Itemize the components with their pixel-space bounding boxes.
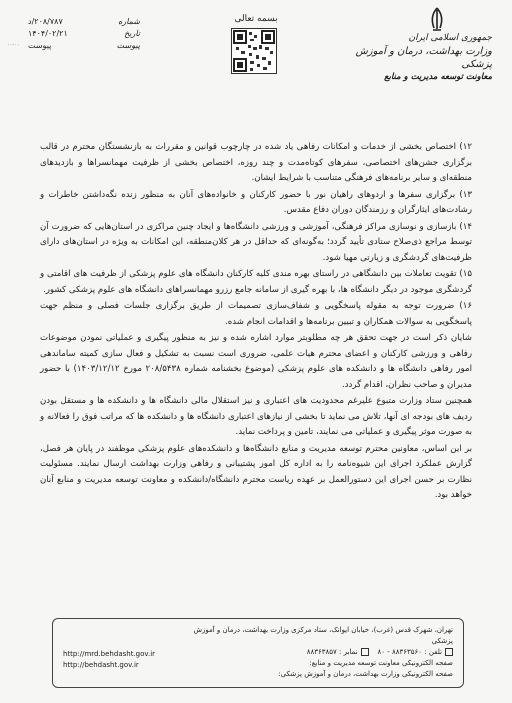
deputy-name: معاونت توسعه مدیریت و منابع xyxy=(384,72,492,82)
footer-site2-label: صفحه الکترونیکی وزارت بهداشت، درمان و آموزش پزشکی: xyxy=(278,670,453,678)
country-name: جمهوری اسلامی ایران xyxy=(408,33,492,43)
meta-number xyxy=(28,16,140,28)
meta-date-value: ۱۴۰۴/۰۲/۲۱ xyxy=(28,29,68,38)
paragraph-reporting: بر این اساس، معاونین محترم توسعه مدیریت و منابع دانشگاه‌ها و دانشکده‌های علوم پزشکی موظفند در پایان هر فصل، گزارش عملکرد اجرای این شیوه‌نامه را به اداره کل امور پشتیبانی و رفاهی وزارت بهداشت ارسال نمایند. مسئولیت نظارت بر حسن اجرای این دستورالعمل بر عهده ریاست محترم دانشگاه/دانشکده و معاونت توسعه مدیریت و منابع آنان خواهد بود. xyxy=(40,443,472,500)
paragraph-15: ۱۵) تقویت تعاملات بین دانشگاهی در راستای بهره مندی کلیه کارکنان دانشگاه های علوم پزشکی از ظرفیت های اقامتی و گردشگری موجود در دیگر دانشگاه ها، با بهره گیری از سامانه جامع رزرو مهمانسراهای دانشگاه های علوم پزشکی کشور. xyxy=(40,269,472,295)
footer-phone-row xyxy=(173,647,453,658)
letter-meta xyxy=(28,16,140,52)
iran-emblem-icon xyxy=(426,6,448,32)
paragraph-16: ۱۶) ضرورت توجه به مقوله پاسخگویی و شفاف‌سازی تصمیمات از طریق برگزاری جلسات فصلی و منظم جهت پاسخگویی به سوالات همکاران و تبیین برنامه‌ها و اقدامات انجام شده. xyxy=(40,301,472,327)
footer-phone: تلفن : ۸۸۳۶۳۵۶۰ - ۸۰ xyxy=(377,648,442,656)
meta-attachment-key: پیوست xyxy=(116,41,140,50)
ministry-header xyxy=(352,32,492,84)
phone-icon xyxy=(445,648,453,656)
paragraph-14: ۱۴) بازسازی و نوسازی مراکز فرهنگی، آموزشی و ورزشی دانشگاه‌ها و ایجاد چنین مراکزی در استان‌هایی که ضرورت آن توسط مراجع ذی‌صلاح ستادی تأیید گردد؛ به‌گونه‌ای که حداقل در هر کلان‌منطقه، این امکانات به ویژه در استان‌های دارای ظرفیت‌های گردشگری و زیارتی مهیا شود. xyxy=(40,221,472,263)
paragraph-note: شایان ذکر است در جهت تحقق هر چه مطلوبتر موارد اشاره شده و نیز به منظور پیگیری و عملیاتی نمودن موضوعات رفاهی و ورزشی کارکنان و اعضای محترم هیات علمی، ضروری است نسبت به تشکیل و فعال سازی کمیته ساماندهی امور رفاهی دانشگاه ها و دانشکده های علوم پزشکی (موضوع بخشنامه شماره ۲۰۸/۵۴۳۸ مورخ ۱۴۰۳/۱۲/۱۲) با حضور مدیران و صاحب نظران، اقدام گردد. xyxy=(40,333,472,390)
footer-contact xyxy=(173,625,453,680)
footer-site1-label: صفحه الکترونیکی معاونت توسعه مدیریت و منابع: xyxy=(309,659,453,667)
footer-url-behdasht[interactable]: http://behdasht.gov.ir xyxy=(63,661,139,669)
fax-icon xyxy=(361,648,369,656)
ministry-name: وزارت بهداشت، درمان و آموزش پزشکی xyxy=(355,46,492,70)
bismillah-heading: بسمه تعالی xyxy=(234,14,278,24)
meta-date xyxy=(28,28,140,40)
footer-url-mrd[interactable]: http://mrd.behdasht.gov.ir xyxy=(63,650,156,658)
paragraph-funding: همچنین ستاد وزارت متبوع علیرغم محدودیت های اعتباری و نیز استقلال مالی دانشگاه ها و دانشکده ها و مستقل بودن ردیف های بودجه ای آنها، تلاش می نماید تا بخشی از نیازهای اعتباری دانشگاه ها و دانشکده ها که مراتب فوق را فعالانه و به صورت موثر پیگیری و عملیاتی می نمایند، تامین و پرداخت نماید. xyxy=(40,396,472,437)
meta-number-value: ۲۰۸/۷۸۷/د xyxy=(28,17,63,26)
letter-body xyxy=(40,140,472,505)
meta-attachment-value: پیوست xyxy=(28,41,52,50)
meta-date-key: تاریخ xyxy=(124,29,140,38)
paragraph-12: ۱۲) اختصاص بخشی از خدمات و امکانات رفاهی یاد شده در چارچوب قوانین و مقررات به بازنشستگان محترم در قالب برگزاری جشن‌های اختصاصی، سفرهای کوتاه‌مدت و چند روزه، اختصاص بخشی از ظرفیت مهمانسراها و بازدیدهای منطقه‌ای و سایر برنامه‌های فرهنگی متناسب با شرایط ایشان. xyxy=(40,142,472,183)
paragraph-13: ۱۳) برگزاری سفرها و اردوهای راهیان نور با حضور کارکنان و خانواده‌های آنان به منظور زنده نگه‌داشتن خاطرات و رشادت‌های ایثارگران و رزمندگان دوران دفاع مقدس. xyxy=(40,189,472,215)
footer-links xyxy=(63,649,173,671)
letter-footer xyxy=(52,618,464,688)
meta-number-key: شماره xyxy=(118,17,140,26)
footer-fax: نمابر : ۸۸۳۶۳۸۵۷ xyxy=(306,648,358,656)
qr-code-icon xyxy=(231,28,277,74)
page-number: ۰۰-۰۰ xyxy=(7,42,20,48)
footer-address: تهران، شهرک قدس (غرب)، خیابان ایوانک، ستاد مرکزی وزارت بهداشت، درمان و آموزش پزشکی xyxy=(193,626,453,645)
meta-attachment xyxy=(28,40,140,52)
